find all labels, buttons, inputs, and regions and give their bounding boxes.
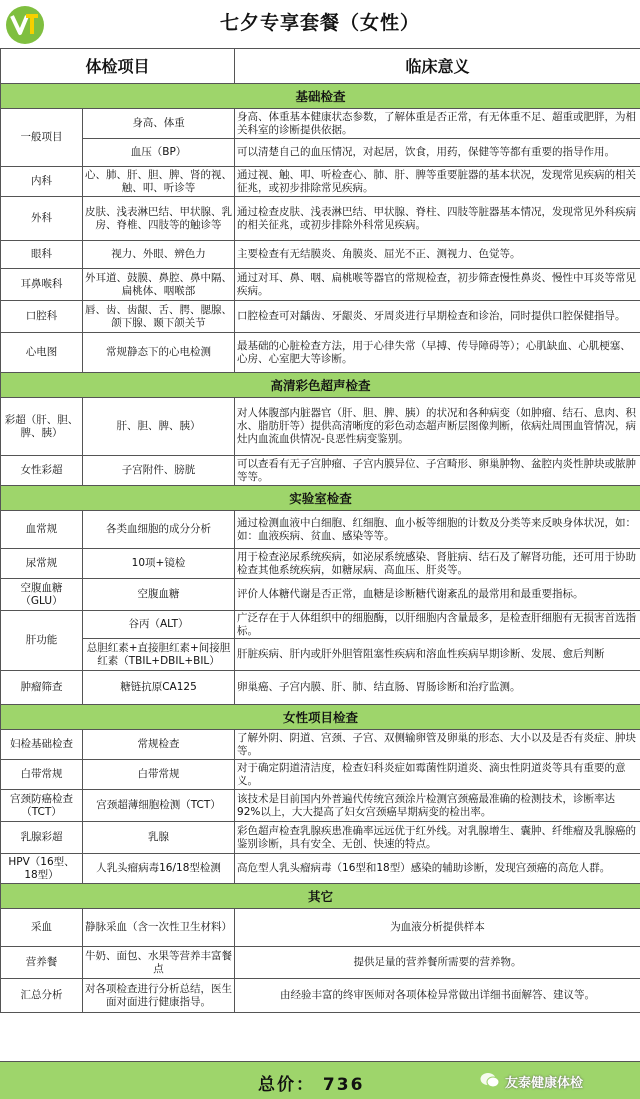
clinical-meaning: 对人体腹部内脏器官（肝、胆、脾、胰）的状况和各种病变（如肿瘤、结石、息肉、积水、脂肪肝等）提供高清晰度的彩色动态超声断层图像判断，依病灶周围血管情况，病灶内血流血供情况-良恶性病变鉴别。 [235, 398, 640, 456]
exam-category: 眼科 [1, 241, 83, 269]
exam-category: 血常规 [1, 511, 83, 549]
exam-item: 子宫附件、膀胱 [83, 456, 235, 486]
exam-item: 白带常规 [83, 760, 235, 790]
exam-item: 10项+镜检 [83, 549, 235, 579]
clinical-meaning: 肝脏疾病、肝内或肝外胆管阻塞性疾病和溶血性疾病早期诊断、发展、愈后判断 [235, 639, 640, 671]
section-title: 其它 [1, 884, 640, 909]
exam-item: 常规检查 [83, 730, 235, 760]
clinical-meaning: 为血液分析提供样本 [235, 909, 640, 947]
exam-category: 内科 [1, 167, 83, 197]
exam-category: 耳鼻喉科 [1, 269, 83, 301]
table-header-row [1, 49, 640, 84]
page-title: 七夕专享套餐（女性） [0, 8, 640, 35]
exam-item: 谷丙（ALT） [83, 611, 235, 639]
exam-category: 白带常规 [1, 760, 83, 790]
clinical-meaning: 彩色超声检查乳腺疾患准确率远远优于红外线。对乳腺增生、囊肿、纤维瘤及乳腺癌的鉴别诊断，具有安全、无创、快速的特点。 [235, 822, 640, 854]
total-price: 总价： 736 [258, 1070, 364, 1095]
exam-item: 视力、外眼、辨色力 [83, 241, 235, 269]
section-header-row [1, 84, 640, 109]
table-row [1, 760, 640, 790]
exam-category: 外科 [1, 197, 83, 241]
table-row [1, 241, 640, 269]
exam-category: 肿瘤筛查 [1, 671, 83, 705]
exam-category: 空腹血糖（GLU） [1, 579, 83, 611]
clinical-meaning: 提供足量的营养餐所需要的营养物。 [235, 947, 640, 979]
exam-category: 宫颈防癌检查（TCT） [1, 790, 83, 822]
table-row [1, 790, 640, 822]
clinical-meaning: 用于检查泌尿系统疾病，如泌尿系统感染、肾脏病、结石及了解肾功能，还可用于协助检查其他系统疾病，如糖尿病、高血压、肝炎等。 [235, 549, 640, 579]
exam-item: 常规静态下的心电检测 [83, 333, 235, 373]
table-row [1, 909, 640, 947]
clinical-meaning: 通过检查皮肤、浅表淋巴结、甲状腺、脊柱、四肢等脏器基本情况，发现常见外科疾病的相关征兆，或初步排除外科常见疾病。 [235, 197, 640, 241]
section-title: 高清彩色超声检查 [1, 373, 640, 398]
table-row [1, 197, 640, 241]
table-row [1, 139, 640, 167]
watermark-text: 友泰健康体检 [505, 1072, 583, 1091]
exam-category: HPV（16型、18型） [1, 854, 83, 884]
clinical-meaning: 广泛存在于人体组织中的细胞酶，以肝细胞内含量最多，是检查肝细胞有无损害首选指标。 [235, 611, 640, 639]
table-row [1, 511, 640, 549]
exam-category: 汇总分析 [1, 979, 83, 1013]
exam-category: 妇检基础检查 [1, 730, 83, 760]
exam-item: 糖链抗原CA125 [83, 671, 235, 705]
exam-category: 采血 [1, 909, 83, 947]
exam-item: 皮肤、浅表淋巴结、甲状腺、乳房、脊椎、四肢等的触诊等 [83, 197, 235, 241]
clinical-meaning: 通过对耳、鼻、咽、扁桃喉等器官的常规检查，初步筛查慢性鼻炎、慢性中耳炎等常见疾病。 [235, 269, 640, 301]
clinical-meaning: 通过检测血液中白细胞、红细胞、血小板等细胞的计数及分类等来反映身体状况，如：如：血液疾病、贫血、感染等等。 [235, 511, 640, 549]
clinical-meaning: 该技术是目前国内外普遍代传统宫颈涂片检测宫颈癌最准确的检测技术，诊断率达92%以上，大大提高了妇女宫颈癌早期病变的检出率。 [235, 790, 640, 822]
exam-category: 尿常规 [1, 549, 83, 579]
exam-item: 牛奶、面包、水果等营养丰富餐点 [83, 947, 235, 979]
clinical-meaning: 身高、体重基本健康状态参数，了解体重是否正常，有无体重不足、超重或肥胖，为相关科室的诊断提供依据。 [235, 109, 640, 139]
section-title: 实验室检查 [1, 486, 640, 511]
price-footer [0, 1061, 640, 1099]
table-row [1, 109, 640, 139]
exam-category: 乳腺彩超 [1, 822, 83, 854]
exam-item: 乳腺 [83, 822, 235, 854]
section-title: 女性项目检查 [1, 705, 640, 730]
table-row [1, 167, 640, 197]
clinical-meaning: 评价人体糖代谢是否正常，血糖是诊断糖代谢紊乱的最常用和最重要指标。 [235, 579, 640, 611]
clinical-meaning: 高危型人乳头瘤病毒（16型和18型）感染的辅助诊断，发现宫颈癌的高危人群。 [235, 854, 640, 884]
table-row [1, 639, 640, 671]
exam-category: 心电图 [1, 333, 83, 373]
exam-item: 血压（BP） [83, 139, 235, 167]
exam-category: 肝功能 [1, 611, 83, 671]
clinical-meaning: 对于确定阴道清洁度，检查妇科炎症如霉菌性阴道炎、滴虫性阴道炎等具有重要的意义。 [235, 760, 640, 790]
table-row [1, 730, 640, 760]
column-header-items: 体检项目 [1, 49, 235, 84]
clinical-meaning: 可以查看有无子宫肿瘤、子宫内膜异位、子宫畸形、卵巢肿物、盆腔内炎性肿块或脓肿等等。 [235, 456, 640, 486]
column-header-meaning: 临床意义 [235, 49, 640, 84]
table-row [1, 822, 640, 854]
package-table [0, 48, 640, 1013]
clinical-meaning: 口腔检查可对龋齿、牙龈炎、牙周炎进行早期检查和诊治，同时提供口腔保健指导。 [235, 301, 640, 333]
table-row [1, 333, 640, 373]
exam-category: 营养餐 [1, 947, 83, 979]
wechat-icon [480, 1071, 500, 1089]
section-title: 基础检查 [1, 84, 640, 109]
clinical-meaning: 卵巢癌、子宫内膜、肝、肺、结直肠、胃肠诊断和治疗监测。 [235, 671, 640, 705]
exam-item: 唇、齿、齿龈、舌、腭、腮腺、颌下腺、颞下颌关节 [83, 301, 235, 333]
exam-item: 人乳头瘤病毒16/18型检测 [83, 854, 235, 884]
title-bar [0, 0, 640, 49]
exam-category: 一般项目 [1, 109, 83, 167]
table-row [1, 947, 640, 979]
clinical-meaning: 了解外阴、阴道、宫颈、子宫、双侧输卵管及卵巢的形态、大小以及是否有炎症、肿块等。 [235, 730, 640, 760]
exam-item: 宫颈超薄细胞检测（TCT） [83, 790, 235, 822]
clinical-meaning: 通过视、触、叩、听检查心、肺、肝、脾等重要脏器的基本状况，发现常见疾病的相关征兆，或初步排除常见疾病。 [235, 167, 640, 197]
exam-category: 彩超（肝、胆、脾、胰） [1, 398, 83, 456]
table-row [1, 549, 640, 579]
table-body [1, 84, 640, 1013]
exam-item: 静脉采血（含一次性卫生材料） [83, 909, 235, 947]
exam-item: 空腹血糖 [83, 579, 235, 611]
section-header-row [1, 373, 640, 398]
clinical-meaning: 最基础的心脏检查方法，用于心律失常（早搏、传导障碍等）；心肌缺血、心肌梗塞、心房、心室肥大等诊断。 [235, 333, 640, 373]
table-row [1, 301, 640, 333]
exam-item: 心、肺、肝、胆、脾、肾的视、触、叩、听诊等 [83, 167, 235, 197]
exam-item: 总胆红素+直接胆红素+间接胆红素（TBIL+DBIL+BIL） [83, 639, 235, 671]
table-row [1, 854, 640, 884]
exam-category: 口腔科 [1, 301, 83, 333]
exam-item: 各类血细胞的成分分析 [83, 511, 235, 549]
section-header-row [1, 705, 640, 730]
section-header-row [1, 486, 640, 511]
exam-item: 身高、体重 [83, 109, 235, 139]
clinical-meaning: 由经验丰富的终审医师对各项体检异常做出详细书面解答、建议等。 [235, 979, 640, 1013]
section-header-row [1, 884, 640, 909]
exam-category: 女性彩超 [1, 456, 83, 486]
table-row [1, 579, 640, 611]
clinical-meaning: 可以清楚自己的血压情况，对起居，饮食，用药，保健等等都有重要的指导作用。 [235, 139, 640, 167]
table-row [1, 611, 640, 639]
table-row [1, 398, 640, 456]
exam-item: 肝、胆、脾、胰） [83, 398, 235, 456]
exam-item: 外耳道、鼓膜、鼻腔、鼻中隔、扁桃体、咽喉部 [83, 269, 235, 301]
table-row [1, 269, 640, 301]
table-row [1, 671, 640, 705]
table-row [1, 979, 640, 1013]
clinical-meaning: 主要检查有无结膜炎、角膜炎、屈光不正、测视力、色觉等。 [235, 241, 640, 269]
exam-item: 对各项检查进行分析总结，医生面对面进行健康指导。 [83, 979, 235, 1013]
table-row [1, 456, 640, 486]
